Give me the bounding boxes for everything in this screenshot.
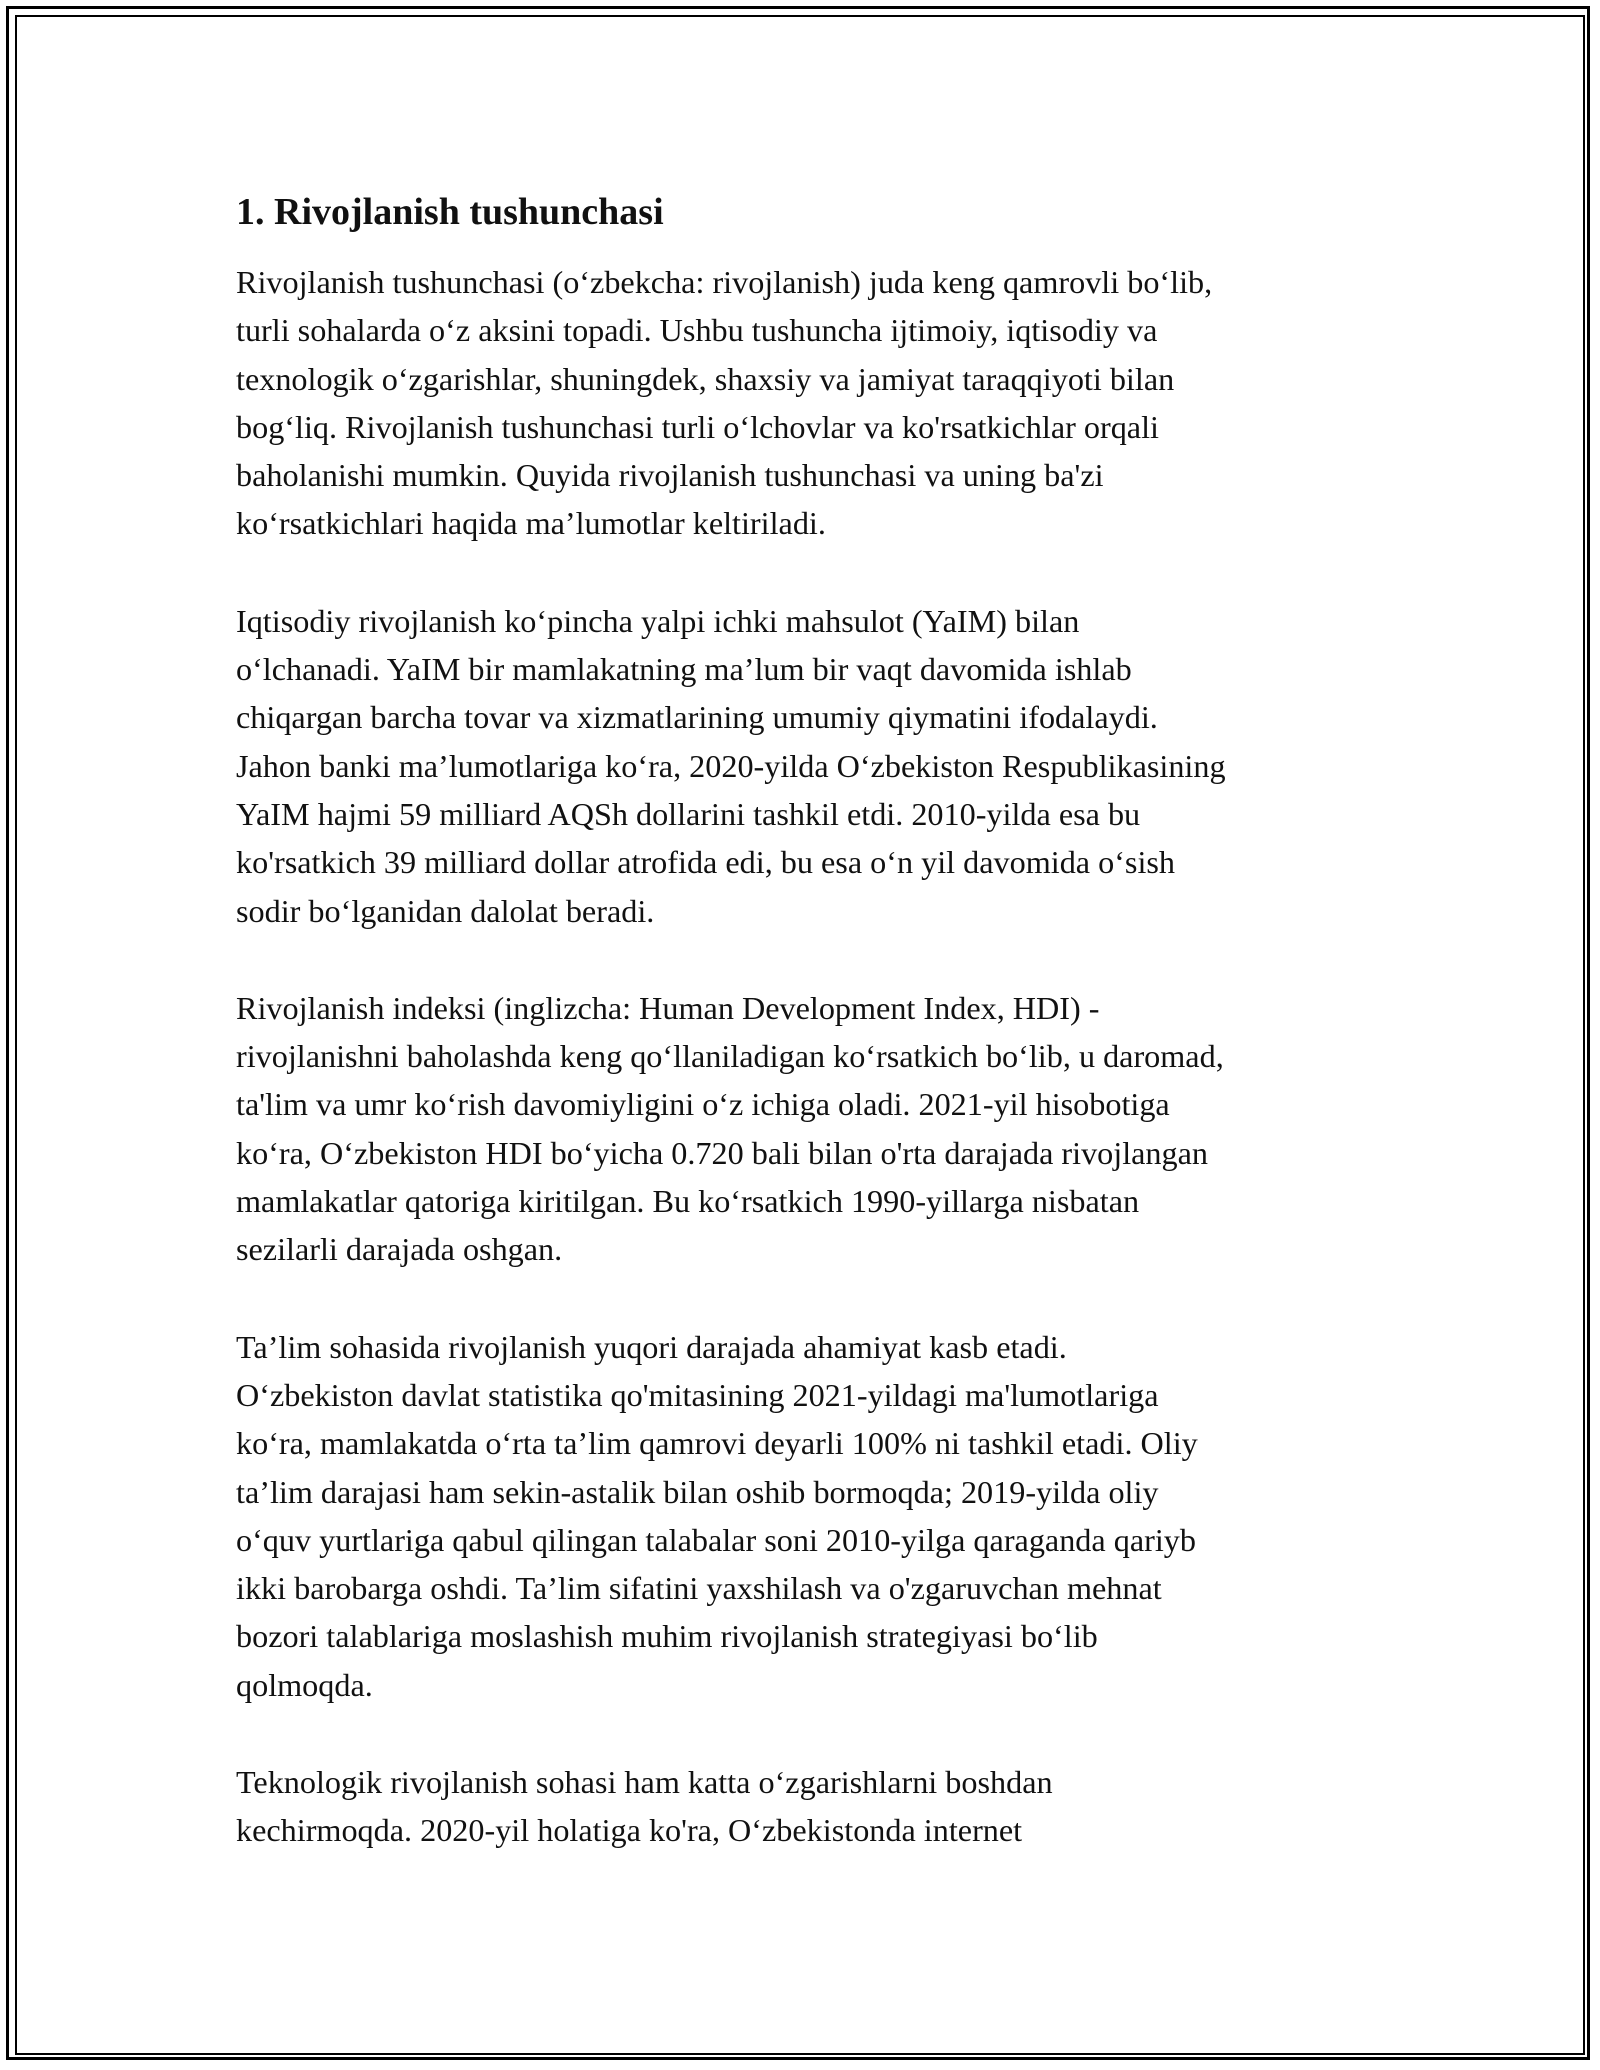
section-heading: 1. Rivojlanish tushunchasi <box>236 191 664 233</box>
text-line: turli sohalarda o‘z aksini topadi. Ushbu tushuncha ijtimoiy, iqtisodiy va <box>236 312 1158 349</box>
paragraph-hdi <box>236 984 1386 1274</box>
text-line: ko‘rsatkichlari haqida ma’lumotlar keltiriladi. <box>236 505 826 542</box>
text-line: ko‘ra, mamlakatda o‘rta ta’lim qamrovi deyarli 100% ni tashkil etadi. Oliy <box>236 1425 1198 1462</box>
paragraph-economy <box>236 597 1386 935</box>
text-line: o‘lchanadi. YaIM bir mamlakatning ma’lum bir vaqt davomida ishlab <box>236 651 1132 688</box>
text-line: sodir bo‘lganidan dalolat beradi. <box>236 892 655 929</box>
document-body <box>236 188 1386 1904</box>
text-line: ta’lim darajasi ham sekin-astalik bilan oshib bormoqda; 2019-yilda oliy <box>236 1473 1159 1510</box>
text-line: bozori talablariga moslashish muhim rivojlanish strategiyasi bo‘lib <box>236 1618 1098 1655</box>
text-line: texnologik o‘zgarishlar, shuningdek, shaxsiy va jamiyat taraqqiyoti bilan <box>236 360 1175 397</box>
text-line: chiqargan barcha tovar va xizmatlarining umumiy qiymatini ifodalaydi. <box>236 699 1158 736</box>
text-line: Teknologik rivojlanish sohasi ham katta o‘zgarishlarni boshdan <box>236 1764 1053 1801</box>
paragraph-technology <box>236 1758 1386 1855</box>
text-line: YaIM hajmi 59 milliard AQSh dollarini tashkil etdi. 2010-yilda esa bu <box>236 795 1141 832</box>
text-line: Rivojlanish indeksi (inglizcha: Human Development Index, HDI) - <box>236 989 1100 1026</box>
paragraph-education <box>236 1323 1386 1709</box>
text-line: Ta’lim sohasida rivojlanish yuqori darajada ahamiyat kasb etadi. <box>236 1328 1067 1365</box>
text-line: ko'rsatkich 39 milliard dollar atrofida edi, bu esa o‘n yil davomida o‘sish <box>236 844 1176 881</box>
text-line: sezilarli darajada oshgan. <box>236 1231 563 1268</box>
text-line: bog‘liq. Rivojlanish tushunchasi turli o‘lchovlar va ko'rsatkichlar orqali <box>236 408 1159 445</box>
text-line: Jahon banki ma’lumotlariga ko‘ra, 2020-yilda O‘zbekiston Respublikasining <box>236 747 1226 784</box>
text-line: o‘quv yurtlariga qabul qilingan talabalar soni 2010-yilga qaraganda qariyb <box>236 1521 1196 1558</box>
text-line: ko‘ra, O‘zbekiston HDI bo‘yicha 0.720 bali bilan o'rta darajada rivojlangan <box>236 1134 1208 1171</box>
text-line: Iqtisodiy rivojlanish ko‘pincha yalpi ichki mahsulot (YaIM) bilan <box>236 602 1080 639</box>
text-line: qolmoqda. <box>236 1666 373 1703</box>
text-line: kechirmoqda. 2020-yil holatiga ko'ra, O‘zbekistonda internet <box>236 1812 1023 1849</box>
text-line: ta'lim va umr ko‘rish davomiyligini o‘z ichiga oladi. 2021-yil hisobotiga <box>236 1086 1170 1123</box>
text-line: ikki barobarga oshdi. Ta’lim sifatini yaxshilash va o'zgaruvchan mehnat <box>236 1570 1162 1607</box>
text-line: mamlakatlar qatoriga kiritilgan. Bu ko‘rsatkich 1990-yillarga nisbatan <box>236 1183 1140 1220</box>
text-line: O‘zbekiston davlat statistika qo'mitasining 2021-yildagi ma'lumotlariga <box>236 1376 1159 1413</box>
text-line: Rivojlanish tushunchasi (o‘zbekcha: rivojlanish) juda keng qamrovli bo‘lib, <box>236 264 1213 300</box>
text-line: rivojlanishni baholashda keng qo‘llaniladigan ko‘rsatkich bo‘lib, u daromad, <box>236 1038 1224 1075</box>
paragraph-intro <box>236 258 1386 548</box>
text-line: baholanishi mumkin. Quyida rivojlanish tushunchasi va uning ba'zi <box>236 457 1104 494</box>
